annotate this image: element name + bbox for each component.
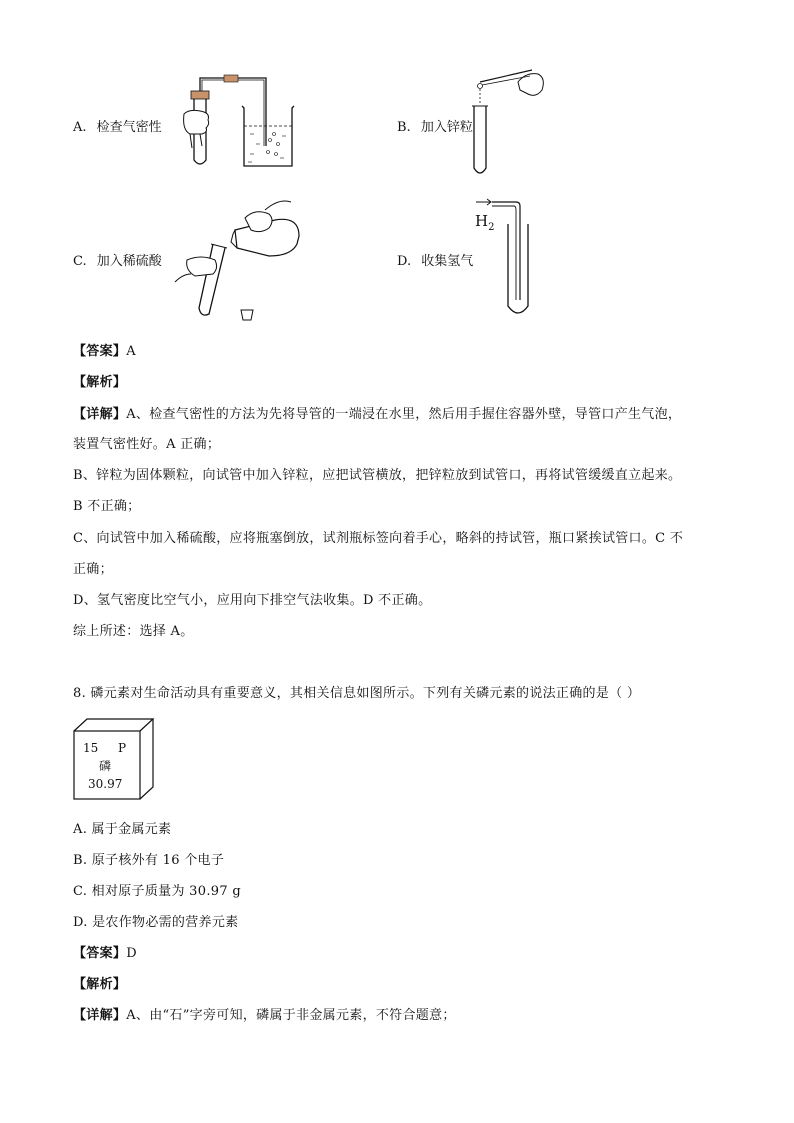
q7-answer — [73, 340, 136, 359]
option-text: 加入锌粒 — [420, 120, 473, 135]
q8-detail-line-1 — [73, 1004, 456, 1023]
q7-detail-line-4: B 不正确； — [73, 499, 141, 514]
option-text: 收集氢气 — [421, 254, 474, 269]
detail-text: A、检查气密性的方法为先将导管的一端浸在水里，然后用手握住容器外壁，导管口产生气泡， — [126, 407, 682, 422]
answer-tag: 【答案】 — [73, 946, 127, 961]
analysis-tag: 【解析】 — [73, 375, 127, 390]
q8-option-a: A. 属于金属元素 — [73, 822, 172, 837]
q7-detail-line-6: 正确； — [73, 562, 113, 577]
answer-tag: 【答案】 — [73, 344, 127, 359]
h2-subscript: 2 — [488, 222, 495, 233]
q7-detail-line-5: C、向试管中加入稀硫酸，应将瓶塞倒放，试剂瓶标签向着手心，略斜的持试管，瓶口紧挨试管口。C 不 — [73, 531, 684, 546]
option-letter: C. — [73, 254, 87, 269]
q7-detail-line-7: D、氢气密度比空气小，应用向下排空气法收集。D 不正确。 — [73, 593, 432, 608]
option-d-label — [397, 250, 473, 269]
option-b-label — [397, 116, 473, 135]
add-acid-figure — [165, 190, 315, 330]
answer-value: D — [126, 946, 137, 961]
answer-value: A — [126, 344, 136, 359]
detail-text: A、由“石”字旁可知，磷属于非金属元素，不符合题意； — [126, 1008, 456, 1023]
option-text: 加入稀硫酸 — [96, 254, 162, 269]
q8-option-b: B. 原子核外有 16 个电子 — [73, 853, 225, 868]
airtightness-check-figure — [180, 68, 300, 178]
option-a-label — [73, 116, 162, 135]
q7-analysis-tag — [73, 371, 126, 390]
q7-detail-line-2: 装置气密性好。A 正确； — [73, 437, 221, 452]
element-symbol: P — [118, 741, 127, 755]
q7-detail-line-3: B、锌粒为固体颗粒，向试管中加入锌粒，应把试管横放，把锌粒放到试管口，再将试管缓缓直立起来。 — [73, 468, 682, 483]
analysis-tag: 【解析】 — [73, 977, 127, 992]
option-c-label — [73, 250, 162, 269]
option-text: 检查气密性 — [96, 120, 162, 135]
option-letter: D. — [397, 254, 412, 269]
detail-tag: 【详解】 — [73, 407, 127, 422]
q8-stem: 8. 磷元素对生命活动具有重要意义，其相关信息如图所示。下列有关磷元素的说法正确的是（ ） — [73, 686, 641, 701]
option-letter: B. — [397, 120, 411, 135]
q7-detail-line-8: 综上所述：选择 A。 — [73, 624, 194, 639]
h2-symbol: H — [475, 212, 489, 230]
element-atomic-mass: 30.97 — [88, 777, 123, 791]
q8-option-d: D. 是农作物必需的营养元素 — [73, 915, 239, 930]
detail-tag: 【详解】 — [73, 1008, 127, 1023]
q8-answer — [73, 942, 137, 961]
q7-detail-line-1 — [73, 403, 681, 422]
q8-option-c: C. 相对原子质量为 30.97 g — [73, 884, 241, 899]
element-atomic-number: 15 — [83, 741, 99, 755]
q8-analysis-tag — [73, 973, 126, 992]
element-name: 磷 — [99, 759, 112, 773]
h2-label — [475, 212, 494, 233]
option-letter: A. — [73, 120, 87, 135]
add-zinc-figure — [470, 60, 550, 180]
